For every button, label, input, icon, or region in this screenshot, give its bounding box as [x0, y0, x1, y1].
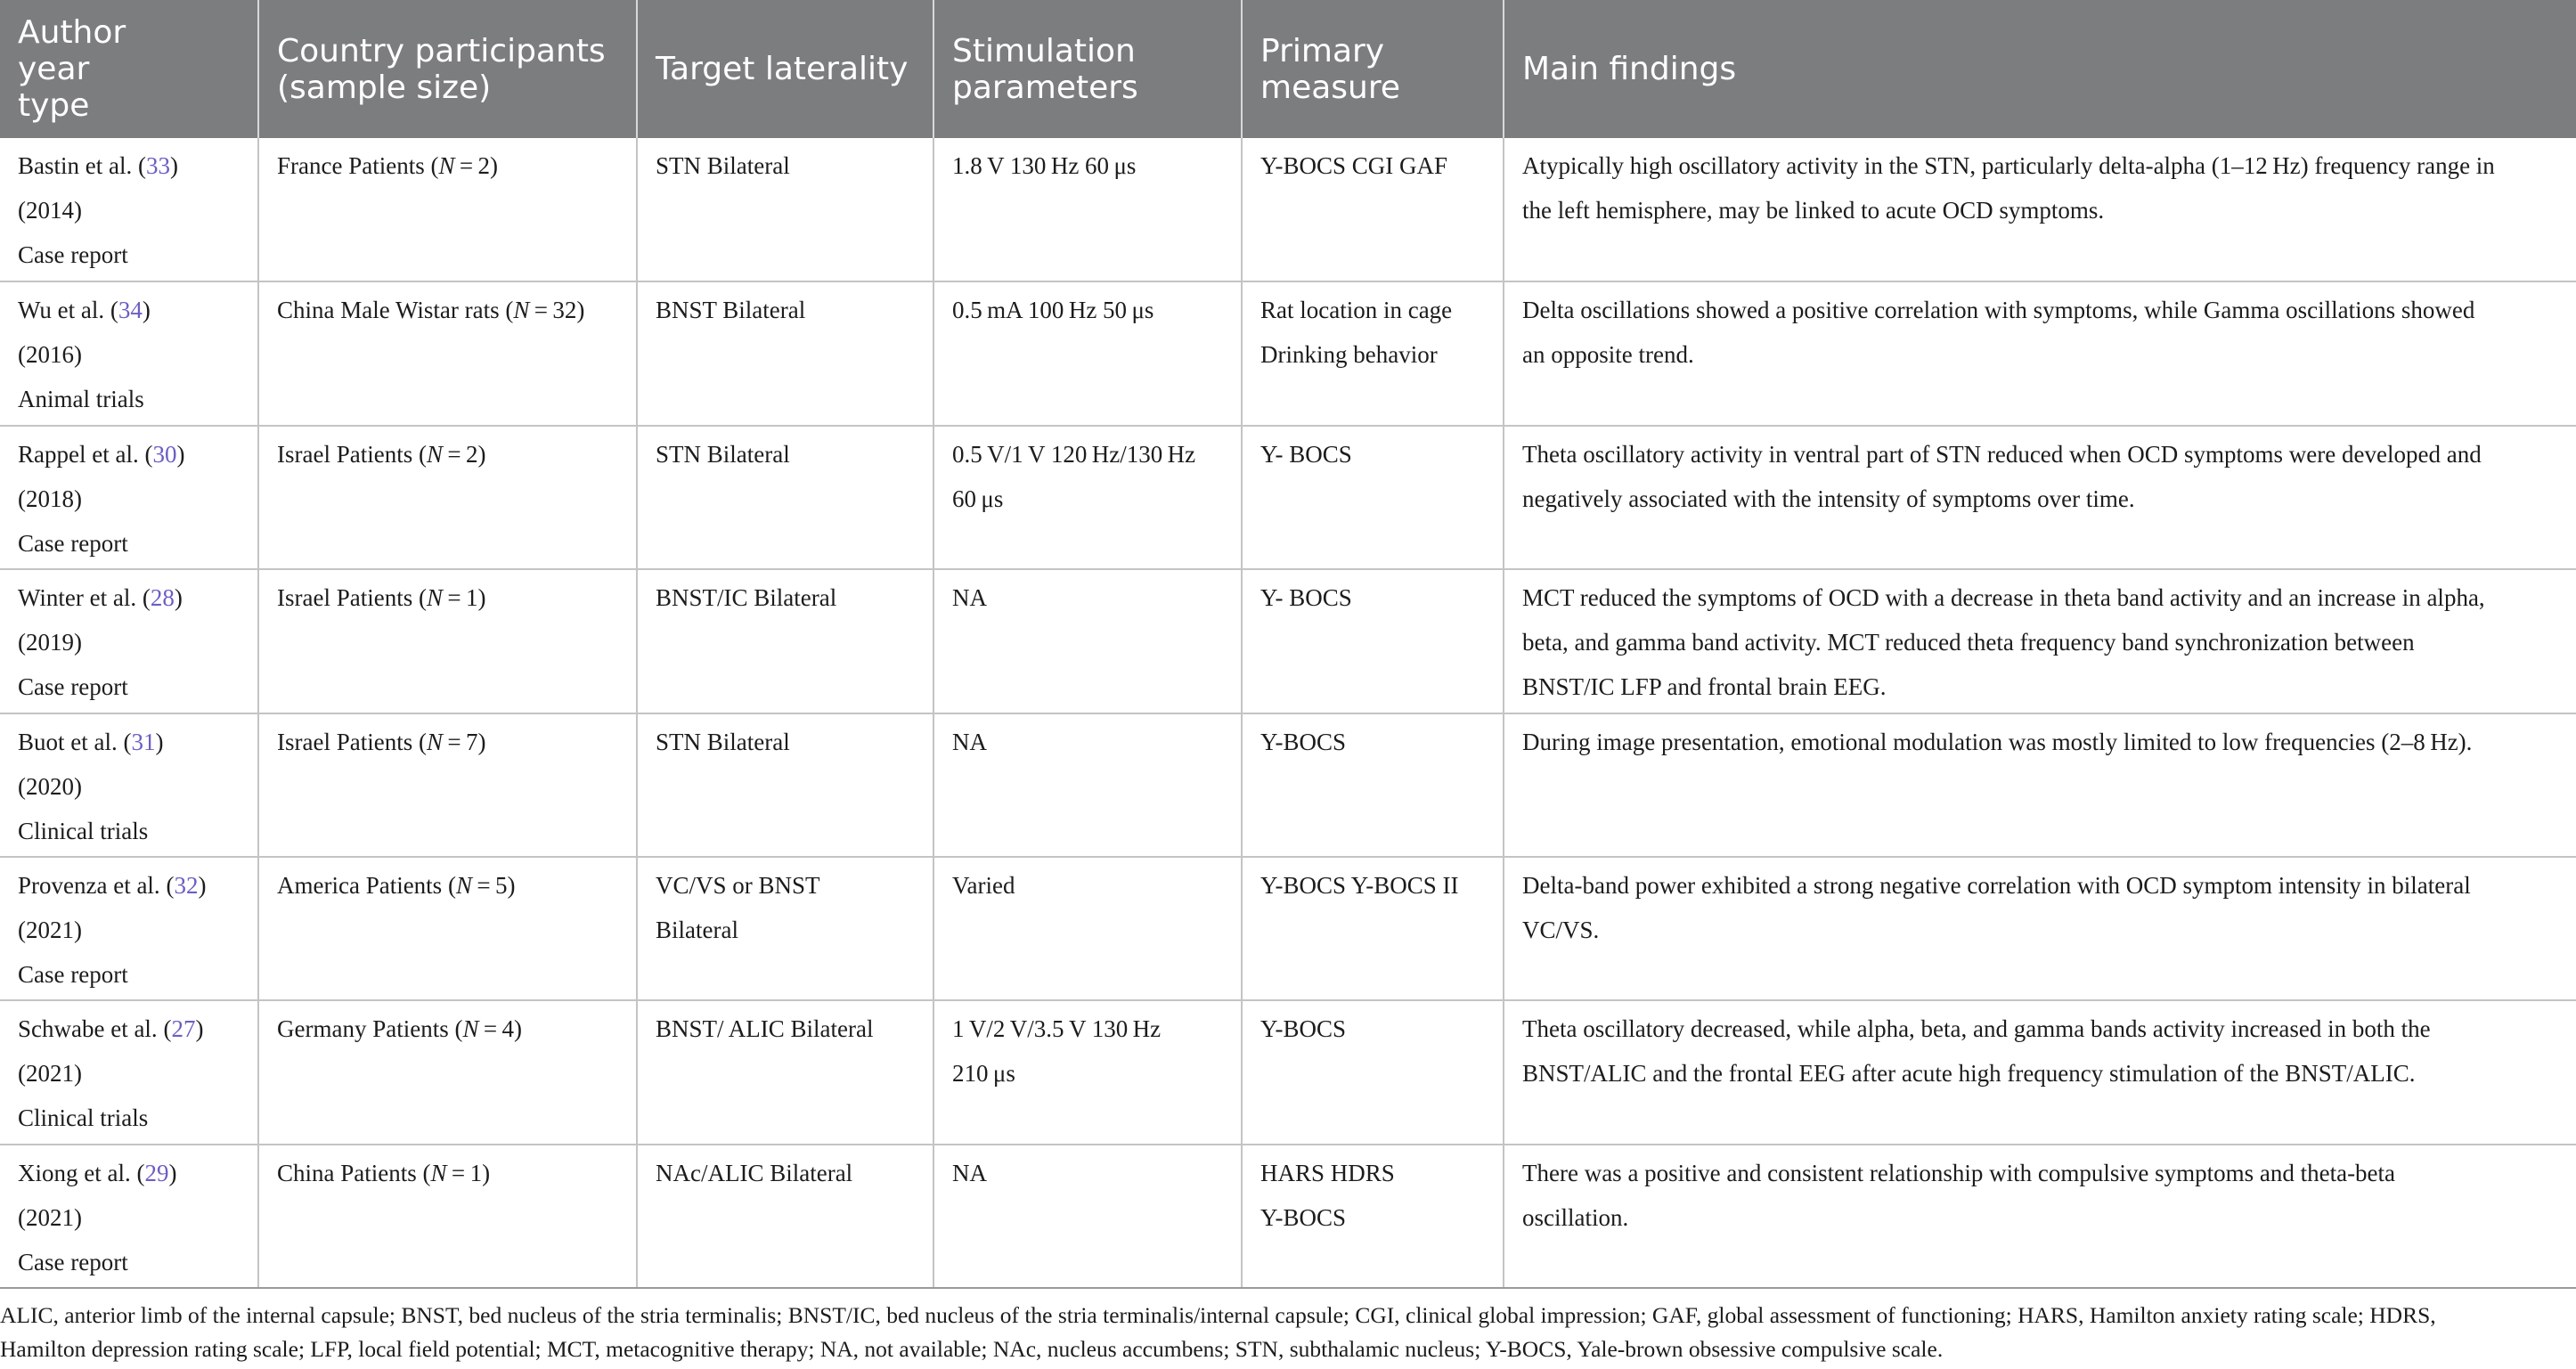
stimulation-parameters-line: Varied: [952, 871, 1015, 899]
stimulation-parameters-line: 1 V/2 V/3.5 V 130 Hz: [952, 1015, 1162, 1043]
author-line: Winter et al. (28): [18, 584, 183, 612]
study-year: (2021): [18, 1203, 82, 1231]
target-laterality-line: STN Bilateral: [656, 152, 790, 179]
author-name: Buot et al.: [18, 728, 118, 755]
cell-target-laterality: [637, 1145, 933, 1288]
column-header-line: Author: [18, 14, 126, 51]
sample-size: 7: [466, 728, 478, 755]
cell-stimulation-parameters: [933, 1145, 1242, 1288]
sample-size: 1: [469, 1159, 483, 1186]
country-line: Israel Patients (N = 7): [277, 728, 486, 755]
n-symbol: N: [426, 440, 443, 468]
column-header-line: measure: [1260, 69, 1401, 106]
country-line: China Patients (N = 1): [277, 1159, 491, 1186]
cell-stimulation-parameters: [933, 138, 1242, 281]
country-participants: China Patients: [277, 1159, 417, 1186]
target-laterality-line: BNST Bilateral: [656, 297, 806, 324]
primary-measure-line: Y-BOCS: [1260, 728, 1347, 755]
cell-primary-measure: [1242, 857, 1504, 1000]
target-laterality-line: STN Bilateral: [656, 728, 790, 755]
author-name: Rappel et al.: [18, 440, 139, 468]
author-line: Bastin et al. (33): [18, 152, 178, 179]
main-findings-line: Theta oscillatory activity in ventral part of STN reduced when OCD symptoms were developed and: [1522, 440, 2482, 468]
n-symbol: N: [426, 584, 443, 612]
sample-size: 32: [552, 297, 577, 324]
study-type: Case report: [18, 529, 128, 557]
cell-primary-measure: [1242, 138, 1504, 281]
cell-country-participants: [258, 857, 637, 1000]
study-type: Case report: [18, 1248, 128, 1275]
table-row: [0, 1145, 2576, 1288]
cell-main-findings: [1504, 1000, 2576, 1144]
main-findings-line: oscillation.: [1522, 1203, 1629, 1231]
n-symbol: N: [513, 297, 530, 324]
footnote-line: Hamilton depression rating scale; LFP, local field potential; MCT, metacognitive therapy; NA, not available; NAc, nucleus accumbens; STN, subthalamic nucleus; Y-BOCS, Yale-brown obsessive compulsive scale.: [0, 1336, 1944, 1362]
study-type: Case report: [18, 241, 128, 268]
country-participants: Israel Patients: [277, 440, 413, 468]
author-line: Provenza et al. (32): [18, 871, 207, 899]
cell-main-findings: [1504, 138, 2576, 281]
country-line: America Patients (N = 5): [277, 871, 516, 899]
cell-main-findings: [1504, 857, 2576, 1000]
cell-stimulation-parameters: [933, 426, 1242, 569]
study-type: Case report: [18, 673, 128, 701]
country-line: France Patients (N = 2): [277, 152, 499, 179]
cell-stimulation-parameters: [933, 281, 1242, 425]
main-findings-line: Delta oscillations showed a positive correlation with symptoms, while Gamma oscillations showed: [1522, 297, 2475, 324]
cell-primary-measure: [1242, 426, 1504, 569]
stimulation-parameters-line: NA: [952, 584, 987, 612]
study-year: (2021): [18, 1060, 82, 1088]
cell-country-participants: [258, 713, 637, 857]
target-laterality-line: VC/VS or BNST: [656, 871, 820, 899]
country-participants: Israel Patients: [277, 584, 413, 612]
country-participants: France Patients: [277, 152, 425, 179]
n-symbol: N: [430, 1159, 447, 1186]
reference-link[interactable]: 32: [174, 871, 199, 899]
primary-measure-line: Y-BOCS: [1260, 1203, 1347, 1231]
table-body: [0, 138, 2576, 1288]
sample-size: 2: [477, 152, 491, 179]
main-findings-line: an opposite trend.: [1522, 341, 1694, 369]
main-findings-line: BNST/IC LFP and frontal brain EEG.: [1522, 673, 1887, 701]
column-header-line: Country participants: [277, 32, 606, 69]
country-line: Israel Patients (N = 2): [277, 440, 486, 468]
column-header-line: type: [18, 87, 90, 124]
main-findings-line: the left hemisphere, may be linked to acute OCD symptoms.: [1522, 197, 2105, 224]
country-line: Israel Patients (N = 1): [277, 584, 486, 612]
main-findings-line: Delta-band power exhibited a strong negative correlation with OCD symptom intensity in bilateral: [1522, 871, 2471, 899]
cell-primary-measure: [1242, 281, 1504, 425]
column-header-country-participants: [258, 0, 637, 138]
cell-main-findings: [1504, 713, 2576, 857]
reference-link[interactable]: 30: [152, 440, 177, 468]
stimulation-parameters-line: 0.5 V/1 V 120 Hz/130 Hz: [952, 440, 1196, 468]
cell-target-laterality: [637, 857, 933, 1000]
cell-main-findings: [1504, 281, 2576, 425]
cell-target-laterality: [637, 138, 933, 281]
stimulation-parameters-line: NA: [952, 1159, 987, 1186]
author-name: Provenza et al.: [18, 871, 160, 899]
cell-primary-measure: [1242, 1000, 1504, 1144]
cell-country-participants: [258, 569, 637, 713]
author-name: Xiong et al.: [18, 1159, 131, 1186]
cell-author: [0, 1145, 258, 1288]
n-symbol: N: [462, 1015, 479, 1043]
main-findings-line: MCT reduced the symptoms of OCD with a decrease in theta band activity and an increase in alpha,: [1522, 584, 2485, 612]
stimulation-parameters-line: NA: [952, 728, 987, 755]
country-participants: China Male Wistar rats: [277, 297, 500, 324]
cell-author: [0, 138, 258, 281]
table-row: [0, 713, 2576, 857]
primary-measure-line: Rat location in cage: [1260, 297, 1453, 324]
main-findings-line: During image presentation, emotional modulation was mostly limited to low frequencies (2–8 Hz).: [1522, 728, 2473, 755]
stimulation-parameters-line: 60 μs: [952, 485, 1004, 512]
column-header-line: (sample size): [277, 69, 492, 106]
cell-primary-measure: [1242, 569, 1504, 713]
table-row: [0, 569, 2576, 713]
footnote-line: ALIC, anterior limb of the internal capsule; BNST, bed nucleus of the stria terminalis; BNST/IC, bed nucleus of the stria terminalis/internal capsule; CGI, clinical global impression; GAF, global assessment of functioning; HARS, Hamilton anxiety rating scale; HDRS,: [0, 1302, 2436, 1328]
sample-size: 1: [466, 584, 478, 612]
stimulation-parameters-line: 1.8 V 130 Hz 60 μs: [952, 152, 1137, 179]
main-findings-line: negatively associated with the intensity of symptoms over time.: [1522, 485, 2135, 512]
cell-country-participants: [258, 281, 637, 425]
table-row: [0, 426, 2576, 569]
reference-link[interactable]: 27: [171, 1015, 196, 1043]
cell-author: [0, 426, 258, 569]
author-name: Schwabe et al.: [18, 1015, 158, 1043]
main-findings-line: Theta oscillatory decreased, while alpha, beta, and gamma bands activity increased in both the: [1522, 1015, 2431, 1043]
n-symbol: N: [426, 728, 443, 755]
reference-link[interactable]: 33: [145, 152, 170, 179]
primary-measure-line: Y-BOCS: [1260, 1015, 1347, 1043]
cell-target-laterality: [637, 1000, 933, 1144]
cell-country-participants: [258, 138, 637, 281]
author-name: Bastin et al.: [18, 152, 133, 179]
table-row: [0, 857, 2576, 1000]
country-line: Germany Patients (N = 4): [277, 1015, 523, 1043]
author-name: Winter et al.: [18, 584, 137, 612]
table-row: [0, 138, 2576, 281]
column-header-line: Primary: [1260, 32, 1385, 69]
column-header-target-laterality: [637, 0, 933, 138]
table-footnote: [0, 1299, 2565, 1366]
target-laterality-line: BNST/ ALIC Bilateral: [656, 1015, 874, 1043]
sample-size: 4: [501, 1015, 515, 1043]
study-type: Clinical trials: [18, 817, 149, 844]
target-laterality-line: BNST/IC Bilateral: [656, 584, 837, 612]
main-findings-line: beta, and gamma band activity. MCT reduced theta frequency band synchronization between: [1522, 629, 2415, 656]
cell-target-laterality: [637, 281, 933, 425]
cell-primary-measure: [1242, 1145, 1504, 1288]
reference-link[interactable]: 29: [144, 1159, 169, 1186]
study-type: Animal trials: [18, 386, 144, 413]
n-symbol: N: [438, 152, 455, 179]
country-participants: America Patients: [277, 871, 443, 899]
study-year: (2014): [18, 197, 82, 224]
primary-measure-line: Y- BOCS: [1260, 440, 1352, 468]
primary-measure-line: Y-BOCS Y-BOCS II: [1260, 871, 1459, 899]
cell-main-findings: [1504, 569, 2576, 713]
header-row: [0, 0, 2576, 138]
author-line: Schwabe et al. (27): [18, 1015, 204, 1043]
author-line: Wu et al. (34): [18, 297, 151, 324]
author-name: Wu et al.: [18, 297, 105, 324]
column-header-line: Stimulation: [952, 32, 1136, 69]
primary-measure-line: Y- BOCS: [1260, 584, 1352, 612]
cell-country-participants: [258, 1145, 637, 1288]
study-type: Case report: [18, 960, 128, 988]
cell-stimulation-parameters: [933, 1000, 1242, 1144]
author-line: Xiong et al. (29): [18, 1159, 177, 1186]
cell-stimulation-parameters: [933, 569, 1242, 713]
stimulation-parameters-line: 210 μs: [952, 1060, 1015, 1088]
cell-primary-measure: [1242, 713, 1504, 857]
table-header: [0, 0, 2576, 138]
reference-link[interactable]: 34: [118, 297, 143, 324]
study-year: (2019): [18, 629, 82, 656]
cell-target-laterality: [637, 569, 933, 713]
column-header-stimulation-parameters: [933, 0, 1242, 138]
table-row: [0, 281, 2576, 425]
country-participants: Israel Patients: [277, 728, 413, 755]
reference-link[interactable]: 28: [150, 584, 175, 612]
column-header-line: parameters: [952, 69, 1138, 106]
country-line: China Male Wistar rats (N = 32): [277, 297, 585, 324]
author-line: Buot et al. (31): [18, 728, 164, 755]
study-year: (2020): [18, 772, 82, 800]
cell-stimulation-parameters: [933, 713, 1242, 857]
column-header-primary-measure: [1242, 0, 1504, 138]
primary-measure-line: HARS HDRS: [1260, 1159, 1395, 1186]
cell-main-findings: [1504, 1145, 2576, 1288]
main-findings-line: BNST/ALIC and the frontal EEG after acute high frequency stimulation of the BNST/ALIC.: [1522, 1060, 2416, 1088]
cell-country-participants: [258, 426, 637, 569]
main-findings-line: VC/VS.: [1522, 916, 1600, 943]
cell-author: [0, 713, 258, 857]
reference-link[interactable]: 31: [131, 728, 156, 755]
target-laterality-line: NAc/ALIC Bilateral: [656, 1159, 853, 1186]
column-header-line: year: [18, 51, 90, 87]
column-header-line: Main findings: [1522, 51, 1737, 87]
main-findings-line: There was a positive and consistent relationship with compulsive symptoms and theta-beta: [1522, 1159, 2396, 1186]
cell-author: [0, 281, 258, 425]
cell-main-findings: [1504, 426, 2576, 569]
cell-author: [0, 857, 258, 1000]
study-year: (2016): [18, 341, 82, 369]
n-symbol: N: [455, 871, 472, 899]
stimulation-parameters-line: 0.5 mA 100 Hz 50 μs: [952, 297, 1154, 324]
column-header-author-year-type: [0, 0, 258, 138]
study-year: (2018): [18, 485, 82, 512]
column-header-main-findings: [1504, 0, 2576, 138]
table-row: [0, 1000, 2576, 1144]
cell-target-laterality: [637, 426, 933, 569]
column-header-line: Target laterality: [656, 51, 909, 87]
author-line: Rappel et al. (30): [18, 440, 185, 468]
cell-author: [0, 1000, 258, 1144]
main-findings-line: Atypically high oscillatory activity in the STN, particularly delta-alpha (1–12 Hz) frequency range in: [1522, 152, 2495, 179]
country-participants: Germany Patients: [277, 1015, 449, 1043]
study-year: (2021): [18, 916, 82, 943]
sample-size: 5: [495, 871, 508, 899]
cell-country-participants: [258, 1000, 637, 1144]
target-laterality-line: STN Bilateral: [656, 440, 790, 468]
primary-measure-line: Drinking behavior: [1260, 341, 1438, 369]
study-type: Clinical trials: [18, 1104, 149, 1132]
sample-size: 2: [466, 440, 478, 468]
cell-author: [0, 569, 258, 713]
cell-stimulation-parameters: [933, 857, 1242, 1000]
cell-target-laterality: [637, 713, 933, 857]
primary-measure-line: Y-BOCS CGI GAF: [1260, 152, 1448, 179]
target-laterality-line: Bilateral: [656, 916, 738, 943]
